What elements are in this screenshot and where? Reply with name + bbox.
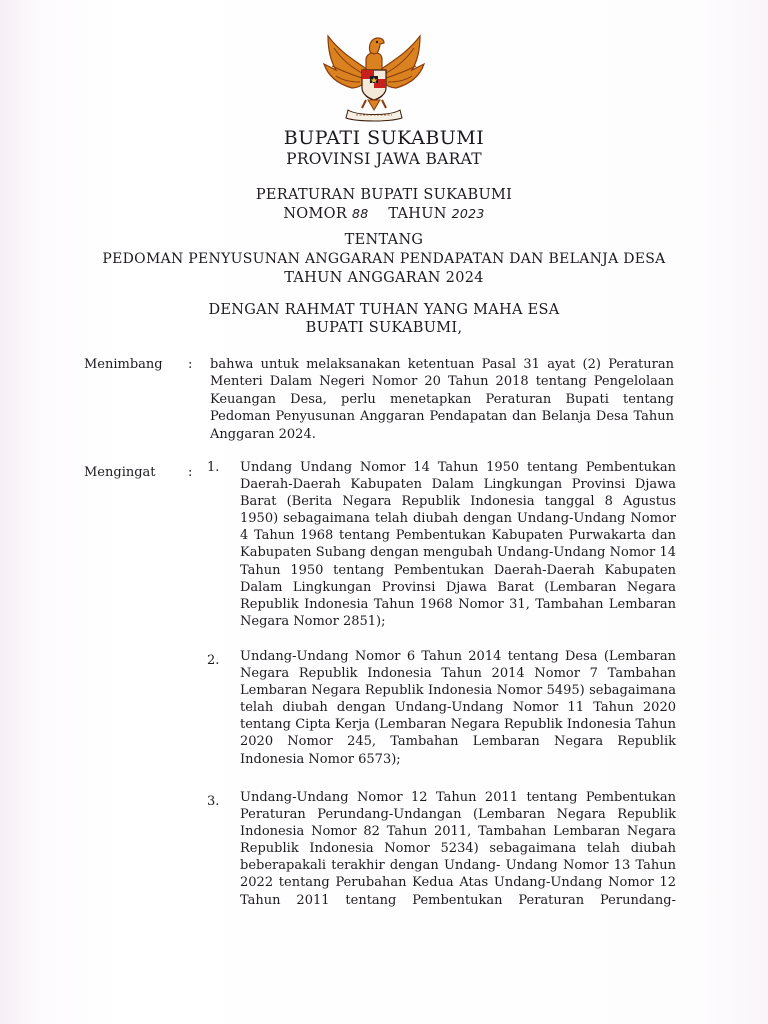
number-value: 88: [351, 206, 369, 221]
about-label: TENTANG: [344, 232, 424, 248]
observing-item-number: 1.: [207, 460, 220, 475]
issuer-title: BUPATI SUKABUMI: [283, 127, 485, 149]
regulation-title: PERATURAN BUPATI SUKABUMI: [255, 187, 513, 203]
subject-line-1: PEDOMAN PENYUSUNAN ANGGARAN PENDAPATAN DAN BELANJA DESA: [102, 251, 666, 267]
year-label: TAHUN: [388, 206, 447, 222]
observing-item-number: 3.: [207, 794, 220, 809]
regulation-number-line: [0, 206, 768, 222]
province-name: PROVINSI JAWA BARAT: [286, 150, 482, 168]
subject-line-2: TAHUN ANGGARAN 2024: [284, 270, 484, 286]
garuda-emblem-icon: [318, 30, 430, 124]
considering-text: bahwa untuk melaksanakan ketentuan Pasal 31 ayat (2) Peraturan Menteri Dalam Negeri Nomor 20 Tahun 2018 tentang Pengelolaan Keuangan Desa, perlu menetapkan Peraturan Bupati tentang Pedoman Penyusunan Anggaran Pendapatan dan Belanja Desa Tahun Anggaran 2024.: [210, 357, 674, 442]
observing-item-number: 2.: [207, 653, 220, 668]
observing-item-text: Undang-Undang Nomor 6 Tahun 2014 tentang Desa (Lembaran Negara Republik Indonesia Tahun 2014 Nomor 7 Tambahan Lembaran Negara Republik Indonesia Nomor 5495) sebagaimana telah diubah dengan Undang-Undang Nomor 11 Tahun 2020 tentang Cipta Kerja (Lembaran Negara Republik Indonesia Tahun 2020 Nomor 245, Tambahan Lembaran Negara Republik Indonesia Nomor 6573);: [240, 649, 676, 767]
observing-colon: :: [188, 465, 193, 480]
observing-label: Mengingat: [84, 465, 156, 480]
observing-item-text: Undang Undang Nomor 14 Tahun 1950 tentang Pembentukan Daerah-Daerah Kabupaten Dalam Lingkungan Provinsi Djawa Barat (Berita Negara Republik Indonesia tanggal 8 Agustus 1950) sebagaimana telah diubah dengan Undang-Undang Nomor 4 Tahun 1968 tentang Pembentukan Kabupaten Purwakarta dan Kabupaten Subang dengan mengubah Undang-Undang Nomor 14 Tahun 1950 tentang Pembentukan Daerah-Daerah Kabupaten Dalam Lingkungan Provinsi Djawa Barat (Lembaran Negara Republik Indonesia Tahun 1968 Nomor 31, Tambahan Lembaran Negara Nomor 2851);: [240, 460, 676, 629]
considering-colon: :: [188, 357, 193, 372]
considering-label: Menimbang: [84, 357, 163, 372]
blessing-line: DENGAN RAHMAT TUHAN YANG MAHA ESA: [208, 302, 560, 318]
observing-item-text: Undang-Undang Nomor 12 Tahun 2011 tentang Pembentukan Peraturan Perundang-Undangan (Lembaran Negara Republik Indonesia Nomor 82 Tahun 2011, Tambahan Lembaran Negara Republik Indonesia Nomor 5234) sebagaimana telah diubah beberapakali terakhir dengan Undang- Undang Nomor 13 Tahun 2022 tentang Perubahan Kedua Atas Undang-Undang Nomor 12 Tahun 2011 tentang Pembentukan Peraturan Perundang-: [240, 790, 676, 908]
number-label: NOMOR: [283, 206, 348, 222]
year-value: 2023: [451, 206, 485, 221]
authority-line: BUPATI SUKABUMI,: [305, 320, 463, 336]
